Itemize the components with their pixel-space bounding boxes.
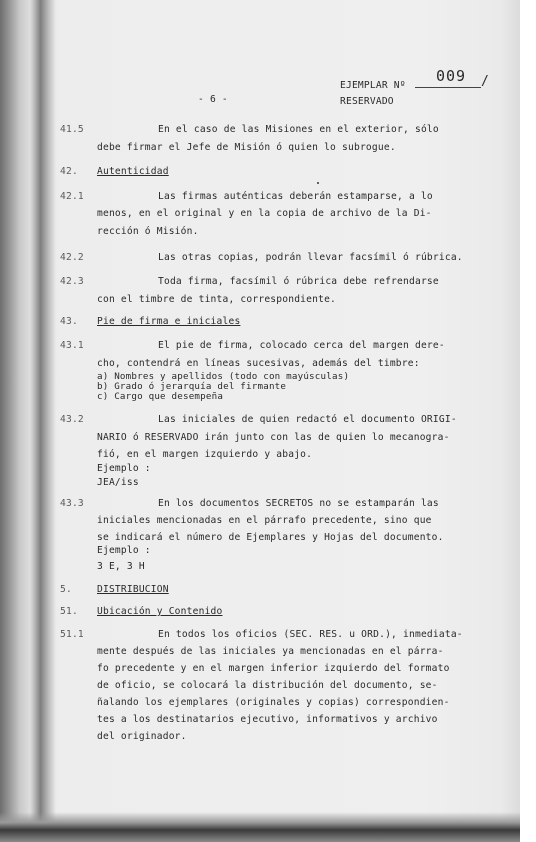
- paragraph-line: En todos los oficios (SEC. RES. u ORD.), inmediata-: [158, 629, 463, 640]
- section-heading: Ubicación y Contenido: [97, 606, 223, 617]
- paragraph-line: cho, contendrá en líneas sucesivas, además del timbre:: [97, 358, 420, 369]
- page-margin: [520, 0, 536, 842]
- list-item: c) Cargo que desempeña: [97, 391, 224, 402]
- paragraph-line: En los documentos SECRETOS no se estamparán las: [158, 498, 439, 509]
- ejemplar-underline: [415, 87, 481, 88]
- section-number: 5.: [60, 584, 72, 595]
- section-number: 43.3: [60, 498, 84, 509]
- section-number: 43.2: [60, 414, 84, 425]
- paragraph-line: ñalando los ejemplares (originales y copias) correspondien-: [97, 697, 450, 708]
- example-label: Ejemplo :: [97, 463, 151, 474]
- paragraph-line: En el caso de las Misiones en el exterior, sólo: [158, 124, 439, 135]
- paragraph-line: mente después de las iniciales ya mencionadas en el párra-: [97, 646, 444, 657]
- section-number: 43.: [60, 316, 78, 327]
- binding-shadow: [30, 0, 56, 842]
- ink-speck: [317, 182, 319, 184]
- example-value: JEA/iss: [97, 477, 139, 488]
- paragraph-line: del originador.: [97, 731, 187, 742]
- example-value: 3 E, 3 H: [97, 561, 145, 572]
- section-heading: DISTRIBUCION: [97, 584, 169, 595]
- ejemplar-number: 009: [436, 67, 467, 85]
- slash-mark: /: [481, 74, 490, 89]
- paragraph-line: Las firmas auténticas deberán estamparse, a lo: [158, 191, 433, 202]
- section-number: 42.3: [60, 276, 84, 287]
- paragraph-line: Toda firma, facsímil ó rúbrica debe refrendarse: [158, 276, 439, 287]
- paragraph-line: de oficio, se colocará la distribución del documento, se-: [97, 680, 438, 691]
- paragraph-line: iniciales mencionadas en el párrafo precedente, sino que: [97, 515, 432, 526]
- section-number: 43.1: [60, 340, 84, 351]
- section-number: 51.: [60, 606, 78, 617]
- page-number: - 6 -: [198, 94, 228, 105]
- paragraph-line: El pie de firma, colocado cerca del margen dere-: [158, 340, 445, 351]
- section-heading: Autenticidad: [97, 166, 169, 177]
- classification-label: RESERVADO: [340, 96, 394, 107]
- list-item: b) Grado ó jerarquía del firmante: [97, 381, 287, 392]
- bottom-edge-shadow: [0, 812, 521, 842]
- paragraph-line: se indicará el número de Ejemplares y Hojas del documento.: [97, 532, 444, 543]
- paragraph-line: fió, en el margen izquierdo y abajo.: [97, 449, 313, 460]
- paragraph-line: NARIO ó RESERVADO irán junto con las de quien lo mecanogra-: [97, 432, 450, 443]
- section-number: 41.5: [60, 124, 84, 135]
- paragraph-line: debe firmar el Jefe de Misión ó quien lo subrogue.: [97, 142, 396, 153]
- paragraph-line: fo precedente y en el margen inferior izquierdo del formato: [97, 663, 450, 674]
- paragraph-line: con el timbre de tinta, correspondiente.: [97, 294, 337, 305]
- paragraph-line: rección ó Misión.: [97, 226, 199, 237]
- section-heading: Pie de firma e iniciales: [97, 316, 241, 327]
- paragraph-line: tes a los destinatarios ejecutivo, informativos y archivo: [97, 714, 438, 725]
- section-number: 51.1: [60, 629, 84, 640]
- paragraph-line: Las otras copias, podrán llevar facsímil ó rúbrica.: [158, 252, 463, 263]
- ejemplar-label: EJEMPLAR Nº: [340, 80, 406, 91]
- section-number: 42.1: [60, 191, 84, 202]
- example-label: Ejemplo :: [97, 545, 151, 556]
- paragraph-line: menos, en el original y en la copia de archivo de la Di-: [97, 208, 432, 219]
- section-number: 42.2: [60, 252, 84, 263]
- list-item: a) Nombres y apellidos (todo con mayúsculas): [97, 371, 350, 382]
- section-number: 42.: [60, 166, 78, 177]
- paragraph-line: Las iniciales de quien redactó el documento ORIGI-: [158, 414, 457, 425]
